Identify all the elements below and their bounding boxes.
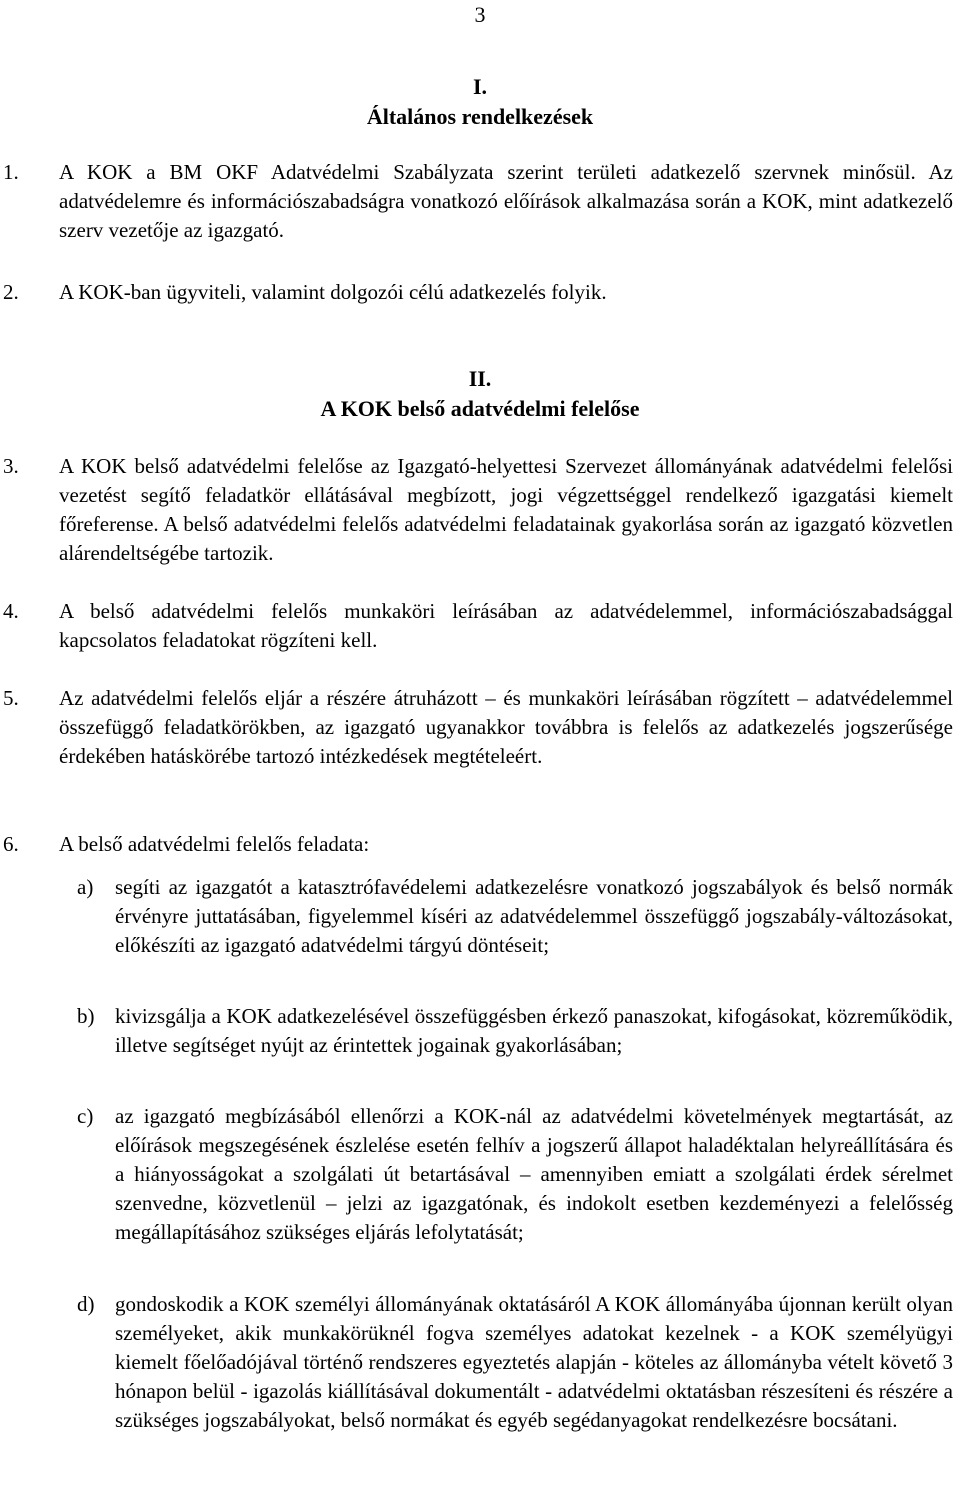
list-item-text: kivizsgálja a KOK adatkezelésével összefüggésben érkező panaszokat, kifogásokat, közreműködik, illetve segítséget nyújt az érintettek jogainak gyakorlásában;	[115, 1004, 953, 1057]
list-item-d	[0, 1290, 953, 1435]
paragraph-5	[0, 684, 953, 771]
paragraph-number: 2.	[3, 280, 19, 304]
section-2-title: A KOK belső adatvédelmi felelőse	[320, 396, 640, 421]
paragraph-3	[0, 452, 953, 568]
section-1-title: Általános rendelkezések	[366, 104, 594, 129]
paragraph-2	[0, 278, 953, 307]
list-item-letter: a)	[77, 875, 94, 899]
paragraph-6	[0, 830, 953, 859]
paragraph-number: 1.	[3, 160, 19, 184]
list-item-b	[0, 1002, 953, 1060]
paragraph-text: A KOK a BM OKF Adatvédelmi Szabályzata szerint területi adatkezelő szervnek minősül. Az adatvédelemre és információszabadságra vonatkozó előírások alkalmazása során a KOK, mint adatkezelő szerv vezetője az igazgató.	[59, 160, 953, 242]
list-item-letter: c)	[77, 1104, 94, 1128]
list-item-text: az igazgató megbízásából ellenőrzi a KOK-nál az adatvédelmi követelmények megtartását, az előírások megszegésének észlelése esetén felhív a jogszerű állapot haladéktalan helyreállítására és a hiányosságokat a szolgálati út betartásával – amennyiben emiatt a szolgálati érdek sérelmet szenvedne, közvetlenül – jelzi az igazgatónak, és indokolt esetben kezdeményezi a felelősség megállapításához szükséges eljárás lefolytatását;	[115, 1104, 953, 1244]
paragraph-text: A KOK-ban ügyviteli, valamint dolgozói célú adatkezelés folyik.	[59, 280, 607, 304]
paragraph-number: 4.	[3, 599, 19, 623]
list-item-text: gondoskodik a KOK személyi állományának oktatásáról A KOK állományába újonnan került olyan személyeket, akik munkakörüknél fogva személyes adatokat kezelnek - a KOK személyügyi kiemelt főelőadójával történő rendszeres egyeztetés alapján - köteles az állományba vételt követő 3 hónapon belül - igazolás kiállításával dokumentált - adatvédelmi oktatásban részesíteni és részére a szükséges jogszabályokat, belső normákat és egyéb segédanyagokat rendelkezésre bocsátani.	[115, 1292, 953, 1432]
list-item-c	[0, 1102, 953, 1247]
paragraph-text: A belső adatvédelmi felelős munkaköri leírásában az adatvédelemmel, információszabadsággal kapcsolatos feladatokat rögzíteni kell.	[59, 599, 953, 652]
list-item-a	[0, 873, 953, 960]
list-item-letter: d)	[77, 1292, 95, 1316]
paragraph-1	[0, 158, 953, 245]
paragraph-number: 6.	[3, 832, 19, 856]
paragraph-number: 3.	[3, 454, 19, 478]
paragraph-text: A belső adatvédelmi felelős feladata:	[59, 832, 370, 856]
page-number: 3	[474, 2, 486, 27]
paragraph-text: Az adatvédelmi felelős eljár a részére átruházott – és munkaköri leírásában rögzített – adatvédelemmel összefüggő feladatkörökben, az igazgató ugyanakkor továbbra is felelős az adatkezelés jogszerűsége érdekében hatáskörébe tartozó intézkedések megtételeért.	[59, 686, 953, 768]
paragraph-4	[0, 597, 953, 655]
list-item-letter: b)	[77, 1004, 95, 1028]
section-2-roman: II.	[468, 366, 492, 391]
list-item-text: segíti az igazgatót a katasztrófavédelemi adatkezelésre vonatkozó jogszabályok és belső normák érvényre juttatásában, figyelemmel kíséri az adatvédelemmel összefüggő jogszabály-változásokat, előkészíti az igazgató adatvédelmi tárgyú döntéseit;	[115, 875, 953, 957]
section-1-roman: I.	[472, 74, 488, 99]
paragraph-text: A KOK belső adatvédelmi felelőse az Igazgató-helyettesi Szervezet állományának adatvédelmi felelősi vezetést segítő feladatkör ellátásával megbízott, jogi végzettséggel rendelkező igazgatási kiemelt főreferense. A belső adatvédelmi felelős adatvédelmi feladatainak gyakorlása során az igazgató közvetlen alárendeltségébe tartozik.	[59, 454, 953, 565]
paragraph-number: 5.	[3, 686, 19, 710]
